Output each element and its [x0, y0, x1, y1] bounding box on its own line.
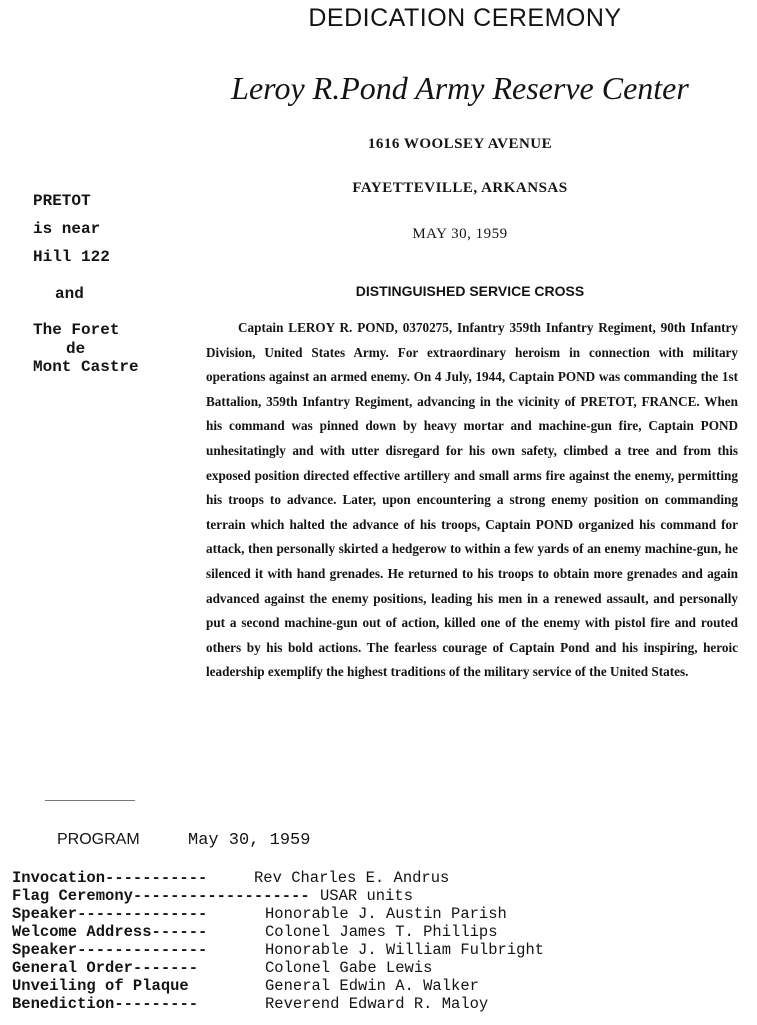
program-dashes: -------------- [77, 941, 208, 959]
citation-text: Captain LEROY R. POND, 0370275, Infantry 359th Infantry Regiment, 90th Infantry Division, United States Army. For extraordinary heroism in connection with military operations against an armed enemy. On 4 July, 1944, Captain POND was commanding the 1st Battalion, 359th Infantry Regiment, advancing in the vicinity of PRETOT, FRANCE. When his command was pinned down by heavy mortar and machine-gun fire, Captain POND unhesitatingly and with utter disregard for his own safety, climbed a tree and from this exposed position directed effective artillery and small arms fire against the enemy, permitting his troops to advance. Later, upon encountering a strong enemy position on commanding terrain which halted the advance of his troops, Captain POND organized his command for attack, then personally skirted a hedgerow to within a few yards of an enemy machine-gun, he silenced it with hand grenades. He returned to his troops to obtain more grenades and again advanced against the enemy positions, leading his men in a renewed assault, and personally put a second machine-gun out of action, killed one of the enemy with pistol fire and routed others by his bold actions. The fearless courage of Captain Pond and his inspiring, heroic leadership exemplify the highest traditions of the military service of the United States. [206, 320, 738, 680]
program-dashes: -------------- [77, 905, 208, 923]
divider [45, 800, 135, 801]
sidebar-line: Mont Castre [33, 358, 139, 376]
sidebar-line: The Foret [33, 321, 120, 339]
program-name: USAR units [320, 887, 414, 905]
page-title: DEDICATION CEREMONY [308, 4, 622, 32]
program-role: Unveiling of Plaque [12, 977, 189, 995]
program-role: General Order [12, 959, 133, 977]
sidebar-line: de [66, 340, 86, 358]
program-row-flag-ceremony [12, 887, 672, 905]
program-date: May 30, 1959 [188, 831, 311, 850]
program-name: Colonel Gabe Lewis [265, 959, 433, 977]
program-dashes: --------- [114, 995, 199, 1013]
program-name: Colonel James T. Phillips [265, 923, 498, 941]
city-state: FAYETTEVILLE, ARKANSAS [352, 180, 568, 196]
program-row-benediction [12, 995, 672, 1013]
citation-title: DISTINGUISHED SERVICE CROSS [355, 283, 585, 299]
program-row-unveiling [12, 977, 672, 995]
program-role: Invocation [12, 869, 106, 887]
sidebar-line: Hill 122 [33, 248, 110, 266]
program-name: Honorable J. William Fulbright [265, 941, 545, 959]
program-dashes: ------- [132, 959, 199, 977]
program-name: Rev Charles E. Andrus [254, 869, 450, 887]
street-address: 1616 WOOLSEY AVENUE [367, 136, 553, 152]
program-role: Speaker [12, 941, 78, 959]
program-row-speaker [12, 905, 672, 923]
program-row-invocation [12, 869, 672, 887]
sidebar-line: and [55, 285, 84, 303]
sidebar-line: is near [33, 220, 101, 238]
ceremony-date: MAY 30, 1959 [412, 226, 508, 242]
program-role: Flag Ceremony [12, 887, 133, 905]
program-name: Reverend Edward R. Maloy [265, 995, 489, 1013]
program-name: Honorable J. Austin Parish [265, 905, 507, 923]
program-role: Benediction [12, 995, 115, 1013]
program-role: Speaker [12, 905, 78, 923]
program-label: PROGRAM [57, 831, 140, 848]
program-row-speaker-2 [12, 941, 672, 959]
program-name: General Edwin A. Walker [265, 977, 479, 995]
program-row-general-order [12, 959, 672, 977]
program-row-welcome-address [12, 923, 672, 941]
sidebar-line: PRETOT [33, 192, 91, 210]
center-name: Leroy R.Pond Army Reserve Center [231, 70, 689, 106]
program-role: Welcome Address [12, 923, 152, 941]
program-dashes: ------ [151, 923, 208, 941]
program-dashes: ------------------- [132, 887, 310, 905]
program-dashes: ----------- [105, 869, 208, 887]
